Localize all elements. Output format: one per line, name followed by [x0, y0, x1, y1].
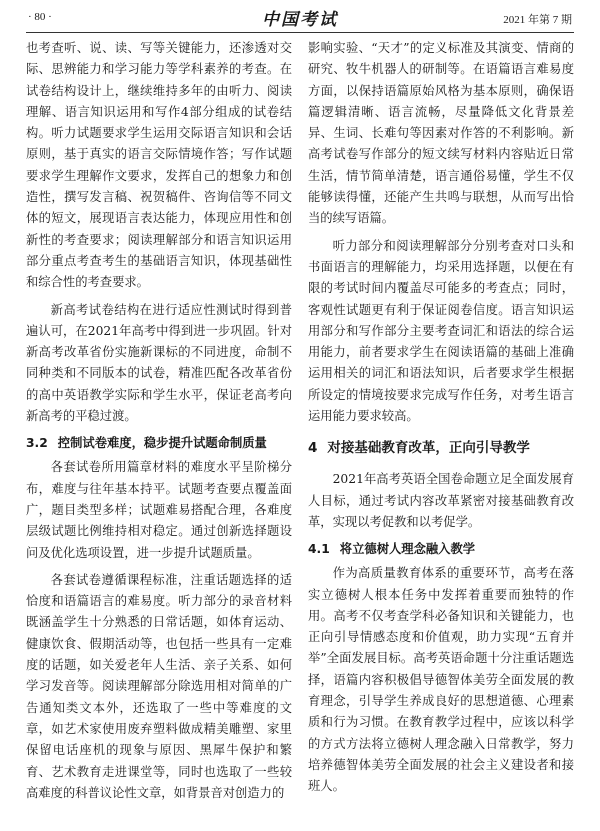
- page-header: [26, 0, 574, 33]
- section-heading-4-1: [308, 539, 574, 559]
- section-number: 4.1: [308, 542, 330, 557]
- section-title: 对接基础教育改革，正向引导教学: [327, 440, 530, 457]
- journal-title: 中国考试: [262, 10, 338, 30]
- paragraph: 新高考试卷结构在进行适应性测试时得到普遍认可，在2021年高考中得到进一步巩固。针对新高考改革省份实施新课标的不同进度，命制不同种类和不同版本的试卷，精准匹配各改革省份的高中英语教学实际和学生水平，保证老高考向新高考的平稳过渡。: [26, 302, 292, 424]
- paragraph: 影响实验、“天才”的定义标准及其演变、情商的研究、牧牛机器人的研制等。在语篇语言难易度方面，以保持语篇原始风格为基本原则，确保语篇逻辑清晰、语言流畅，尽量降低文化背景差异、生词、长难句等因素对作答的不利影响。新高考试卷写作部分的短文续写材料内容贴近日常生活，情节简单清楚，语言通俗易懂，学生不仅能够读得懂，还能产生共鸣与联想，从而写出恰当的续写语篇。: [308, 41, 574, 226]
- paragraph: 各套试卷所用篇章材料的难度水平呈阶梯分布，难度与往年基本持平。试题考查要点覆盖面广，题目类型多样；试题难易搭配合理，各难度层级试题比例维持相对稳定。通过创新选择题设问及优化选项设置，进一步提升试题质量。: [26, 460, 292, 560]
- page-number: · 80 ·: [28, 11, 52, 23]
- section-number: 3.2: [26, 436, 48, 451]
- issue-label: 2021 年第 7 期: [503, 14, 572, 26]
- paragraph: 作为高质量教育体系的重要环节，高考在落实立德树人根本任务中发挥着重要而独特的作用。高考不仅考查学科必备知识和关键能力，也正向引导情感态度和价值观，助力实现“五育并举”全面发展目标。高考英语命题十分注重话题选择，语篇内容积极倡导德智体美劳全面发展的教育理念，引导学生养成良好的思想道德、心理素质和行为习惯。在教育教学过程中，应该以科学的方式方法将立德树人理念融入日常教学，努力培养德智体美劳全面发展的社会主义建设者和接班人。: [308, 566, 574, 794]
- right-column: [308, 38, 574, 804]
- left-column: [26, 38, 292, 810]
- section-heading-4: [308, 437, 574, 459]
- paragraph: 也考查听、说、读、写等关键能力，还渗透对交际、思辨能力和学习能力等学科素养的考查。在试卷结构设计上，继续维持多年的由听力、阅读理解、语言知识运用和写作4部分组成的试卷结构。听力试题要求学生运用交际语言知识和会话原则，基于真实的语言交际情境作答；写作试题要求学生理解作文要求，发挥自己的想象力和创造性，撰写发言稿、祝贺稿件、咨询信等不同文体的短文，展现语言表达能力，体现应用性和创新性的考查要求；阅读理解部分和语言知识运用部分重点考查考生的基础语言知识，体现基础性和综合性的考查要求。: [26, 41, 292, 290]
- paragraph: 听力部分和阅读理解部分分别考查对口头和书面语言的理解能力，均采用选择题，以便在有限的考试时间内覆盖尽可能多的考查点；同时，客观性试题更有利于保证阅卷信度。语言知识运用部分和写作部分主要考查词汇和语法的综合运用能力，前者要求学生在阅读语篇的基础上准确运用相关的词汇和语法知识，后者要求学生根据所设定的情境按要求完成写作任务，对考生语言运用能力要求较高。: [308, 238, 574, 424]
- section-number: 4: [308, 440, 318, 457]
- section-heading-3-2: [26, 433, 292, 453]
- paragraph: 各套试卷遵循课程标准，注重话题选择的适恰度和语篇语言的难易度。听力部分的录音材料既涵盖学生十分熟悉的日常话题，如体育运动、健康饮食、假期活动等，也包括一些具有一定难度的话题，如关爱老年人生活、亲子关系、如何学习发音等。阅读理解部分除选用相对简单的广告通知类文本外，还选取了一些中等难度的文章，如艺术家使用废弃塑料做成精美雕塑、家里保留电话座机的现象与原因、黑犀牛保护和繁育、艺术教育走进课堂等，同时也选取了一些较高难度的科普议论性文章，如背景音对创造力的: [26, 572, 292, 800]
- section-title: 控制试卷难度，稳步提升试题命制质量: [57, 436, 267, 451]
- paragraph: 2021年高考英语全国卷命题立足全面发展育人目标，通过考试内容改革紧密对接基础教育改革，实现以考促教和以考促学。: [308, 472, 574, 529]
- section-title: 将立德树人理念融入教学: [339, 542, 476, 557]
